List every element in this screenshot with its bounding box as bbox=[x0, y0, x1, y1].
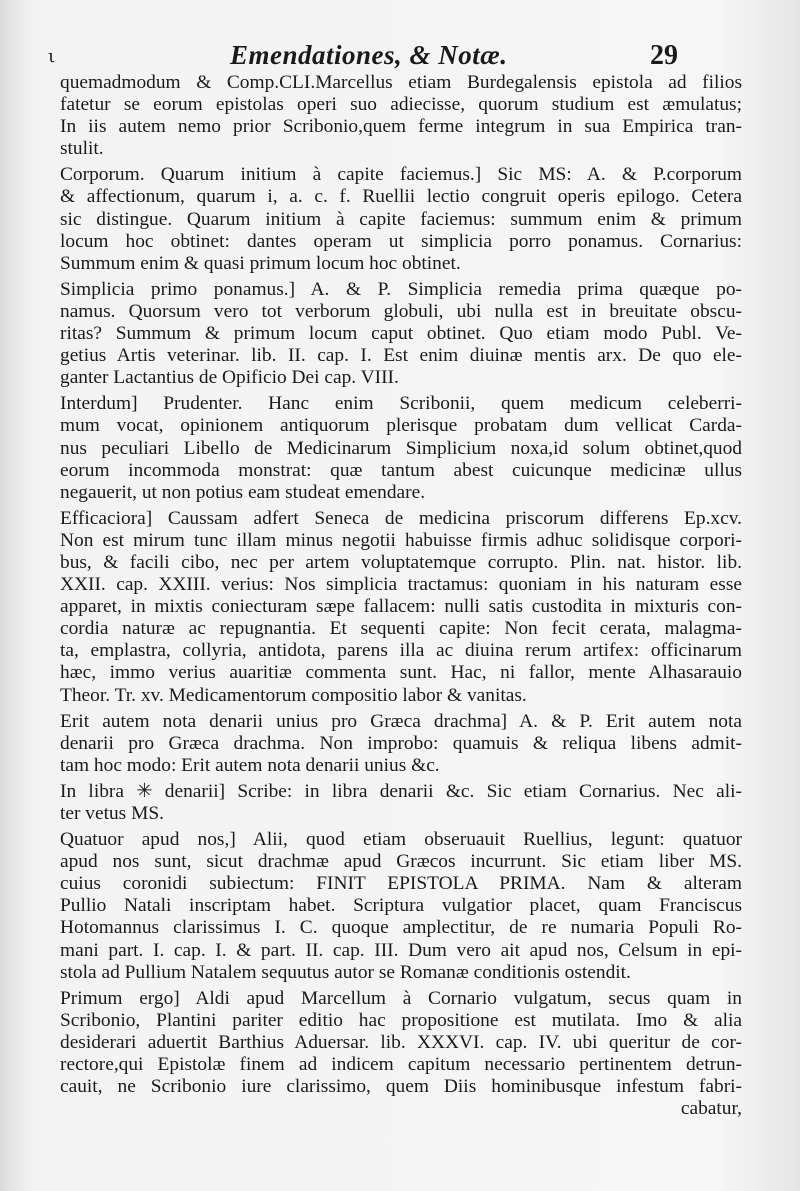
text-line: In iis autem nemo prior Scribonio,quem ferme integrum in sua Empirica tran- bbox=[60, 116, 742, 138]
text-line: Interdum] Prudenter. Hanc enim Scribonii, quem medicum celeberri- bbox=[60, 393, 742, 415]
text-line: ta, emplastra, collyria, antidota, parens illa ac diuina rerum artifex: officinarum bbox=[60, 640, 742, 662]
text-line: cauit, ne Scribonio iure clarissimo, quem Diis hominibusque infestum fabri- bbox=[60, 1076, 742, 1098]
text-line: desiderari aduertit Barthius Aduersar. lib. XXXVI. cap. IV. ubi queritur de cor- bbox=[60, 1031, 742, 1053]
text-line: tam hoc modo: Erit autem nota denarii unius &c. bbox=[60, 754, 440, 776]
text-line: Quatuor apud nos,] Alii, quod etiam obseruauit Ruellius, legunt: quatuor bbox=[60, 829, 742, 851]
text-line: Summum enim & quasi primum locum hoc obtinet. bbox=[60, 252, 461, 274]
page-number: 29 bbox=[650, 40, 678, 71]
text-line: In libra ✳ denarii] Scribe: in libra denarii &c. Sic etiam Cornarius. Nec ali- bbox=[60, 780, 742, 802]
text-line: stola ad Pullium Natalem sequutus autor se Romanæ conditionis ostendit. bbox=[60, 961, 631, 983]
text-line: cordia naturæ ac repugnantia. Et sequenti capite: Non fecit cerata, malagma- bbox=[60, 618, 742, 640]
text-line: getius Artis veterinar. lib. II. cap. I. Est enim diuinæ mentis arx. De quo ele- bbox=[60, 345, 742, 367]
text-line: nus peculiari Libello de Medicinarum Simplicium noxa,id solum obtinet,quod bbox=[60, 437, 742, 459]
text-line: Scribonio, Plantini pariter editio hac propositione est mutilata. Imo & alia bbox=[60, 1009, 742, 1031]
text-line: cuius coronidi subiectum: FINIT EPISTOLA PRIMA. Nam & alteram bbox=[60, 873, 742, 895]
text-line: mum vocat, opinionem antiquorum plerisque probatam dum vellicat Carda- bbox=[60, 415, 742, 437]
text-line: mani part. I. cap. I. & part. II. cap. III. Dum vero ait apud nos, Celsum in epi- bbox=[60, 939, 742, 961]
text-line: hæc, immo verius auaritiæ commenta sunt. Hac, ni fallor, mente Alhasarauio bbox=[60, 662, 742, 684]
text-line: Erit autem nota denarii unius pro Græca drachma] A. & P. Erit autem nota bbox=[60, 710, 742, 732]
text-line: ter vetus MS. bbox=[60, 803, 164, 824]
text-line: cabatur, bbox=[680, 1098, 742, 1120]
text-line: fatetur se eorum epistolas operi suo adiecisse, quorum studium est æmulatus; bbox=[60, 94, 742, 116]
text-line: locum hoc obtinet: dantes operam ut simplicia porro ponamus. Cornarius: bbox=[60, 230, 742, 252]
text-line: & affectionum, quarum i, a. c. f. Ruellii lectio congruit operis epilogo. Cetera bbox=[60, 186, 742, 208]
text-line: Theor. Tr. xv. Medicamentorum compositio labor & vanitas. bbox=[60, 684, 527, 706]
running-head bbox=[0, 40, 800, 72]
text-line: stulit. bbox=[60, 138, 104, 160]
text-line: quemadmodum & Comp.CLI.Marcellus etiam Burdegalensis epistola ad filios bbox=[60, 72, 742, 93]
body-text bbox=[60, 72, 742, 1120]
running-title: Emendationes, & Notæ. bbox=[230, 40, 508, 70]
text-line: apud nos sunt, sicut drachmæ apud Græcos incurrunt. Sic etiam liber MS. bbox=[60, 851, 742, 873]
text-line: Non est mirum tunc illam minus negotii habuisse firmis adhuc solidisque corpori- bbox=[60, 529, 742, 551]
text-line: ganter Lactantius de Opificio Dei cap. VIII. bbox=[60, 367, 399, 389]
text-line: apparet, in mixtis coniecturam sæpe fallacem: nulli satis custodita in mixturis con- bbox=[60, 596, 742, 618]
text-line: sic distingue. Quarum initium à capite faciemus: summum enim & primum bbox=[60, 208, 742, 230]
text-line: negauerit, ut non potius eam studeat emendare. bbox=[60, 481, 426, 503]
text-line: eorum incommoda monstrat: quæ tantum abest cuicunque medicinæ ullus bbox=[60, 459, 742, 481]
text-line: Pullio Natali inscriptam habet. Scriptura vulgatior placet, quam Franciscus bbox=[60, 895, 742, 917]
text-line: rectore,qui Epistolæ finem ad indicem capitum necessario pertinentem detrun- bbox=[60, 1054, 742, 1076]
signature-mark: ι bbox=[48, 46, 56, 67]
text-line: ritas? Summum & primum locum caput obtinet. Quo etiam modo Publ. Ve- bbox=[60, 323, 742, 345]
text-line: Efficaciora] Caussam adfert Seneca de medicina priscorum differens Ep.xcv. bbox=[60, 507, 742, 529]
text-line: Primum ergo] Aldi apud Marcellum à Cornario vulgatum, secus quam in bbox=[60, 987, 742, 1009]
text-line: namus. Quorsum vero tot verborum globuli, ubi nulla est in breuitate obscu- bbox=[60, 300, 742, 322]
text-line: XXII. cap. XXIII. verius: Nos simplicia tractamus: quoniam in his naturam esse bbox=[60, 574, 742, 596]
text-line: Corporum. Quarum initium à capite faciemus.] Sic MS: A. & P.corporum bbox=[60, 164, 742, 186]
text-line: denarii pro Græca drachma. Non improbo: quamuis & reliqua libens admit- bbox=[60, 732, 742, 754]
text-line: Hotomannus clarissimus I. C. quoque amplectitur, de re numaria Populi Ro- bbox=[60, 917, 742, 939]
text-line: bus, & facili cibo, nec per artem voluptatemque corrupto. Plin. nat. histor. lib. bbox=[60, 551, 742, 573]
text-line: Simplicia primo ponamus.] A. & P. Simplicia remedia prima quæque po- bbox=[60, 278, 742, 300]
